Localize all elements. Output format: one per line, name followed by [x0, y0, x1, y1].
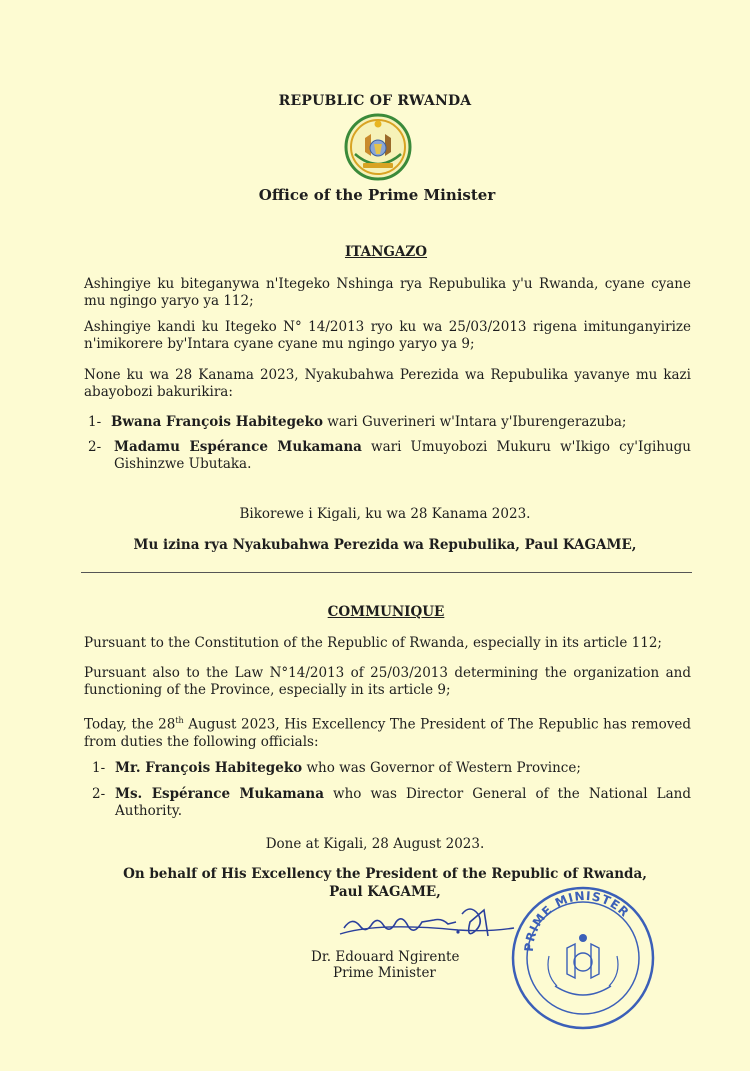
para-text: August 2023, His Excellency The President of The Republic has removed from duties the following officials: — [84, 716, 691, 750]
official-role: wari Guverineri w'Intara y'Iburengerazuba; — [323, 414, 627, 430]
national-emblem-icon — [343, 112, 413, 182]
list-number: 1- — [92, 760, 106, 776]
svg-text:PRIME MINISTER: PRIME MINISTER — [521, 888, 633, 953]
official-stamp-image — [505, 882, 661, 1032]
official-name: Madamu Espérance Mukamana — [114, 439, 362, 455]
list-number: 2- — [92, 786, 106, 802]
kinyarwanda-on-behalf: Mu izina rya Nyakubahwa Perezida wa Repubulika, Paul KAGAME, — [133, 537, 637, 553]
list-number: 1- — [88, 414, 102, 430]
itangazo-title: ITANGAZO — [344, 244, 428, 260]
section-divider — [81, 572, 692, 573]
english-list-item-2 — [88, 786, 691, 819]
list-number: 2- — [88, 439, 102, 455]
para-text: Today, the 28 — [84, 716, 176, 733]
english-para-1: Pursuant to the Constitution of the Republic of Rwanda, especially in its article 112; — [84, 635, 662, 651]
signatory-name: Dr. Edouard Ngirente — [311, 949, 460, 965]
official-name: Mr. François Habitegeko — [115, 760, 303, 776]
ordinal-suffix: th — [175, 716, 184, 725]
country-heading: REPUBLIC OF RWANDA — [278, 93, 472, 109]
signatory-title: Prime Minister — [333, 965, 436, 981]
english-list-item-1 — [88, 760, 691, 778]
official-name: Bwana François Habitegeko — [111, 414, 323, 430]
kinyarwanda-list-item-1 — [84, 414, 691, 432]
kinyarwanda-done-at: Bikorewe i Kigali, ku wa 28 Kanama 2023. — [239, 506, 531, 522]
official-role: who was Director General of the National Land Authority. — [115, 786, 691, 819]
official-role: wari Umuyobozi Mukuru w'Ikigo cy'Igihugu Gishinzwe Ubutaka. — [114, 439, 692, 472]
office-title: Office of the Prime Minister — [258, 186, 496, 204]
english-para-2: Pursuant also to the Law N°14/2013 of 25/03/2013 determining the organization and functioning of the Province, especially in its article 9; — [84, 665, 691, 698]
official-role: who was Governor of Western Province; — [302, 760, 581, 776]
english-on-behalf: On behalf of His Excellency the President of the Republic of Rwanda, — [123, 866, 647, 882]
signature-image — [338, 902, 518, 950]
kinyarwanda-list-item-2 — [84, 439, 691, 475]
communique-title: COMMUNIQUE — [327, 604, 445, 620]
official-name: Ms. Espérance Mukamana — [115, 786, 324, 802]
kinyarwanda-para-1: Ashingiye ku biteganywa n'Itegeko Nshinga rya Repubulika y'u Rwanda, cyane cyane mu ngingo yaryo ya 112; — [84, 276, 691, 309]
kinyarwanda-para-2: Ashingiye kandi ku Itegeko N° 14/2013 ryo ku wa 25/03/2013 rigena imitunganyirize n'imikorere by'Intara cyane cyane mu ngingo yaryo ya 9; — [84, 319, 691, 352]
english-done-at: Done at Kigali, 28 August 2023. — [265, 836, 485, 852]
president-name: Paul KAGAME, — [329, 884, 441, 900]
kinyarwanda-para-3: None ku wa 28 Kanama 2023, Nyakubahwa Perezida wa Repubulika yavanye mu kazi abayobozi bakurikira: — [84, 367, 691, 400]
english-para-3 — [84, 712, 691, 751]
